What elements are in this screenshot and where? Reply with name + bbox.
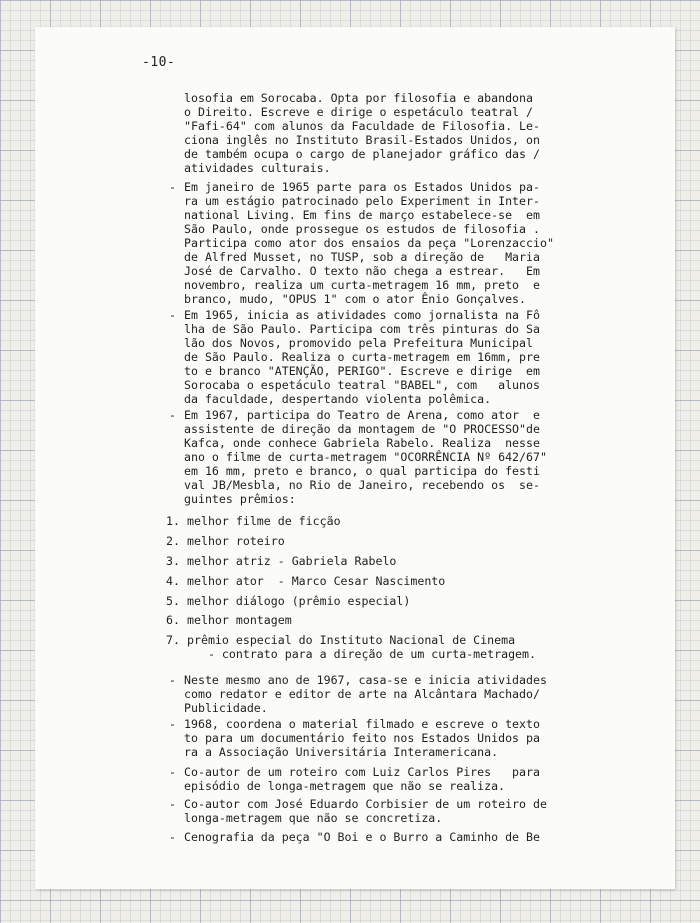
paragraph-text: Em 1965, inicia as atividades como jornalista na Fô lha de São Paulo. Participa com três pinturas do Sa lão dos Novos, promovido pela Prefeitura Municipal de São Paulo. Realiza o curta-metragem em 16mm, pre to e branco "ATENÇÃO, PERIGO". Escreve e dirige em Sorocaba o espetáculo teatral "BABEL", com alunos da faculdade, despertando violenta polêmica.: [184, 308, 540, 406]
page-number: -10-: [142, 55, 176, 70]
award-item-3: 3. melhor atriz - Gabriela Rabelo: [166, 554, 397, 568]
award-item-7: 7. prêmio especial do Instituto Nacional de Cinema - contrato para a direção de um curta-metragem.: [166, 633, 537, 661]
award-item-6: 6. melhor montagem: [166, 613, 292, 627]
bullet-dash: -: [169, 180, 176, 194]
award-item-2: 2. melhor roteiro: [166, 534, 285, 548]
bullet-paragraph-1967-marriage: [169, 673, 547, 715]
bullet-dash: -: [169, 308, 176, 322]
bullet-paragraph-1967-arena: [169, 408, 547, 506]
paragraph-text: Neste mesmo ano de 1967, casa-se e inicia atividades como redator e editor de arte na Alcântara Machado/ Publicidade.: [184, 673, 547, 715]
paragraph-text: Cenografia da peça "O Boi e o Burro a Caminho de Be: [184, 830, 540, 844]
bullet-dash: -: [169, 830, 176, 844]
bullet-dash: -: [169, 408, 176, 422]
bullet-paragraph-coauthor-corbisier: [169, 797, 547, 825]
paragraph-text: Co-autor com José Eduardo Corbisier de um roteiro de longa-metragem que não se concretiza.: [184, 797, 547, 825]
bullet-paragraph-1968-documentary: [169, 717, 540, 759]
award-item-4: 4. melhor ator - Marco Cesar Nascimento: [166, 574, 446, 588]
intro-paragraph: losofia em Sorocaba. Opta por filosofia e abandona o Direito. Escreve e dirige o espetáculo teatral / "Fafi-64" com alunos da Faculdade de Filosofia. Le- ciona inglês no Instituto Brasil-Estados Unidos, on de também ocupa o cargo de planejador gráfico das / atividades culturais.: [184, 91, 540, 175]
bullet-paragraph-1965-folha: [169, 308, 540, 406]
paragraph-text: Em janeiro de 1965 parte para os Estados Unidos pa- ra um estágio patrocinado pelo Experiment in Inter- national Living. Em fins de março estabelece-se em São Paulo, onde prossegue os estudos de filosofia . Participa como ator dos ensaios da peça "Lorenzaccio" de Alfred Musset, no TUSP, sob a direção de Maria José de Carvalho. O texto não chega a estrear. Em novembro, realiza um curta-metragem 16 mm, preto e branco, mudo, "OPUS 1" com o ator Ênio Gonçalves.: [184, 180, 554, 306]
bullet-dash: -: [169, 717, 176, 731]
bullet-paragraph-1965-usa: [169, 180, 554, 306]
paragraph-text: Em 1967, participa do Teatro de Arena, como ator e assistente de direção da montagem de "O PROCESSO"de Kafca, onde conhece Gabriela Rabelo. Realiza nesse ano o filme de curta-metragem "OCORRÊNCIA Nº 642/67" em 16 mm, preto e branco, o qual participa do festi val JB/Mesbla, no Rio de Janeiro, recebendo os se- guintes prêmios:: [184, 408, 547, 506]
paragraph-text: 1968, coordena o material filmado e escreve o texto to para um documentário feito nos Estados Unidos pa ra a Associação Universitária Interamericana.: [184, 717, 540, 759]
bullet-dash: -: [169, 765, 176, 779]
bullet-paragraph-scenography: [169, 830, 540, 844]
bullet-dash: -: [169, 673, 176, 687]
bullet-dash: -: [169, 797, 176, 811]
typewritten-page: [35, 27, 675, 889]
award-item-5: 5. melhor diálogo (prêmio especial): [166, 594, 411, 608]
paragraph-text: Co-autor de um roteiro com Luiz Carlos Pires para episódio de longa-metragem que não se realiza.: [184, 765, 540, 793]
award-item-1: 1. melhor filme de ficção: [166, 514, 341, 528]
bullet-paragraph-coauthor-pires: [169, 765, 540, 793]
